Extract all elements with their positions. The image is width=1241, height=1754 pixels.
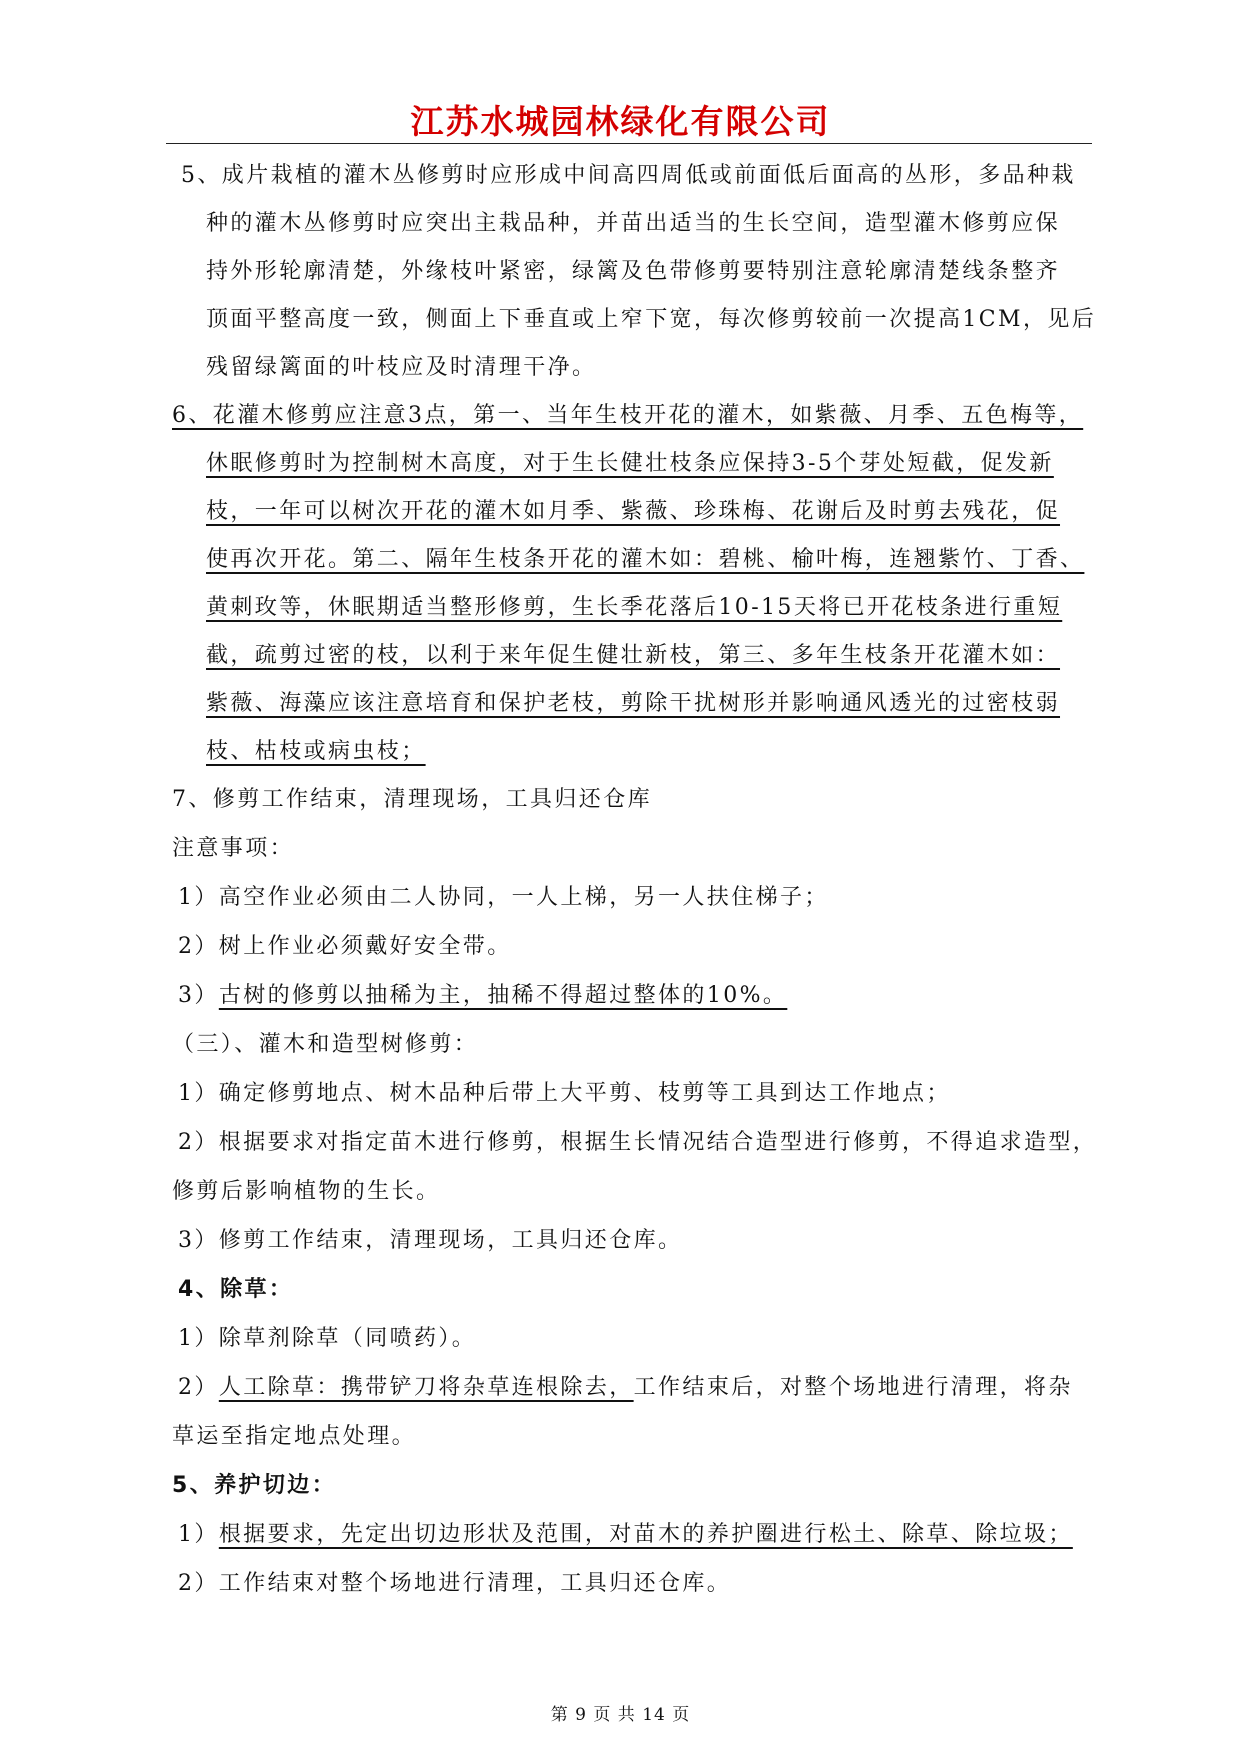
text-line-underlined: 枝，一年可以树次开花的灌木如月季、紫薇、珍珠梅、花谢后及时剪去残花，促 bbox=[206, 499, 1061, 524]
page-number: 第 9 页 共 14 页 bbox=[550, 1705, 691, 1725]
text-line: 5、成片栽植的灌木丛修剪时应形成中间高四周低或前面低后面高的丛形，多品种栽 bbox=[181, 163, 1076, 188]
note-item bbox=[178, 981, 787, 1011]
list-item-continued: 草运至指定地点处理。 bbox=[172, 1424, 417, 1449]
note-item: 1）高空作业必须由二人协同，一人上梯，另一人扶住梯子； bbox=[178, 885, 829, 910]
list-item-continued: 修剪后影响植物的生长。 bbox=[172, 1179, 441, 1204]
list-text-underlined: 人工除草：携带铲刀将杂草连根除去， bbox=[218, 1375, 634, 1400]
text-line-underlined: 使再次开花。第二、隔年生枝条开花的灌木如：碧桃、榆叶梅，连翘紫竹、丁香、 bbox=[206, 547, 1085, 572]
text-line-underlined: 枝、枯枝或病虫枝； bbox=[206, 739, 426, 764]
list-number: 1） bbox=[178, 1522, 219, 1547]
list-item bbox=[178, 1373, 1073, 1403]
text-line-underlined: 休眠修剪时为控制树木高度，对于生长健壮枝条应保持3-5个芽处短截，促发新 bbox=[206, 451, 1054, 476]
text-line: 种的灌木丛修剪时应突出主栽品种，并苗出适当的生长空间，造型灌木修剪应保 bbox=[206, 211, 1061, 236]
company-header-title: 江苏水城园林绿化有限公司 bbox=[410, 102, 831, 141]
text-line-underlined: 黄刺玫等，休眠期适当整形修剪，生长季花落后10-15天将已开花枝条进行重短 bbox=[206, 595, 1063, 620]
list-text-underlined: 根据要求，先定出切边形状及范围，对苗木的养护圈进行松土、除草、除垃圾； bbox=[218, 1522, 1073, 1547]
section-heading: （三）、灌木和造型树修剪： bbox=[172, 1032, 479, 1057]
section-heading: 5、养护切边： bbox=[172, 1473, 337, 1498]
list-item bbox=[178, 1520, 1073, 1550]
note-number: 3） bbox=[178, 983, 219, 1008]
note-text-underlined: 古树的修剪以抽稀为主，抽稀不得超过整体的10%。 bbox=[218, 983, 788, 1008]
text-line-underlined: 紫薇、海藻应该注意培育和保护老枝，剪除干扰树形并影响通风透光的过密枝弱 bbox=[206, 691, 1061, 716]
notes-heading: 注意事项： bbox=[172, 836, 295, 861]
header-divider bbox=[166, 143, 1092, 144]
list-item: 3）修剪工作结束，清理现场，工具归还仓库。 bbox=[178, 1228, 683, 1253]
list-item: 2）工作结束对整个场地进行清理，工具归还仓库。 bbox=[178, 1571, 732, 1596]
text-line: 顶面平整高度一致，侧面上下垂直或上窄下宽，每次修剪较前一次提高1CM，见后 bbox=[206, 307, 1097, 332]
list-item: 2）根据要求对指定苗木进行修剪，根据生长情况结合造型进行修剪，不得追求造型， bbox=[178, 1130, 1098, 1155]
text-line: 残留绿篱面的叶枝应及时清理干净。 bbox=[206, 355, 597, 380]
list-item: 1）除草剂除草（同喷药）。 bbox=[178, 1326, 477, 1351]
text-line-underlined: 截，疏剪过密的枝，以利于来年促生健壮新枝，第三、多年生枝条开花灌木如： bbox=[206, 643, 1061, 668]
text-line: 持外形轮廓清楚，外缘枝叶紧密，绿篱及色带修剪要特别注意轮廓清楚线条整齐 bbox=[206, 259, 1061, 284]
list-item: 1）确定修剪地点、树木品种后带上大平剪、枝剪等工具到达工作地点； bbox=[178, 1081, 951, 1106]
list-number: 2） bbox=[178, 1375, 219, 1400]
list-text: 工作结束后，对整个场地进行清理，将杂 bbox=[633, 1375, 1073, 1400]
text-line: 7、修剪工作结束，清理现场，工具归还仓库 bbox=[172, 787, 652, 812]
note-item: 2）树上作业必须戴好安全带。 bbox=[178, 934, 512, 959]
section-heading: 4、除草： bbox=[178, 1277, 294, 1302]
text-line-underlined: 6、花灌木修剪应注意3点，第一、当年生枝开花的灌木，如紫薇、月季、五色梅等， bbox=[172, 403, 1084, 428]
